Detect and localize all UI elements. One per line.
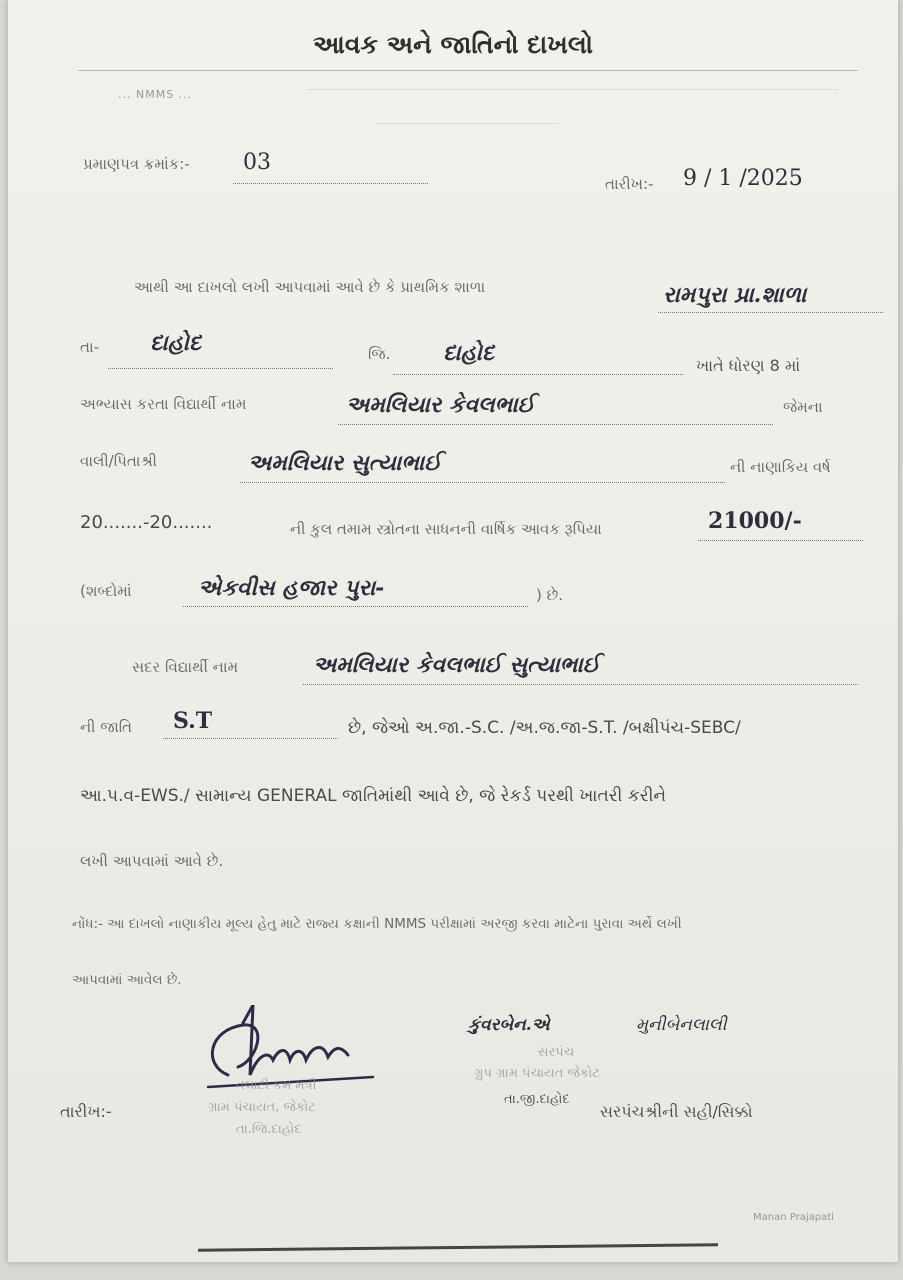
subheader-line: ... NMMS ... <box>118 88 193 101</box>
caste-label: ની જાતિ <box>80 718 133 736</box>
subheader-faint-rule-2 <box>378 122 558 124</box>
words-close: ) છે. <box>536 586 563 604</box>
taluka-dots <box>108 368 333 369</box>
talati-stamp-line1: તલાટી કમ મંત્રી <box>236 1078 317 1093</box>
para1-line1: આથી આ દાખલો લખી આપવામાં આવે છે કે પ્રાથમિક શાળા <box>134 278 486 296</box>
title-divider <box>78 70 858 71</box>
parent-label: વાલી/પિતાશ્રી <box>80 452 157 470</box>
para2-line2: આ.પ.વ-EWS./ સામાન્ય GENERAL જાતિમાંથી આવે છે, જે રેકર્ડ પરથી ખાતરી કરીને <box>80 786 667 806</box>
sarpanch-role: સરપંચ <box>538 1045 575 1060</box>
subheader-faint-rule <box>308 88 838 90</box>
sarpanch-sign-2: મુનીબેનલાલી <box>636 1015 727 1035</box>
date-value: 9 / 1 /2025 <box>683 166 803 191</box>
income-value: 21000/- <box>708 508 802 534</box>
talati-stamp-line3: તા.જિ.દાહોદ <box>236 1122 302 1137</box>
district-dots <box>393 374 683 375</box>
standard-text: ખાતે ધોરણ 8 માં <box>696 356 801 375</box>
parent-dots <box>240 482 725 483</box>
certificate-paper <box>8 0 898 1262</box>
district-value: દાહોદ <box>443 340 495 366</box>
school-value: રામપુરા પ્રા.શાળા <box>663 282 807 308</box>
date-label: તારીખ:- <box>605 175 654 193</box>
caste-dots <box>163 738 338 739</box>
document-title: આવક અને જાતિનો દાખલો <box>313 30 593 59</box>
taluka-label: તા- <box>80 338 100 356</box>
student-label: અભ્યાસ કરતા વિદ્યાર્થી નામ <box>80 395 247 413</box>
income-text: ની કુલ તમામ સ્ત્રોતના સાધનની વાર્ષિક આવક રૂપિયા <box>290 520 602 538</box>
bottom-date-label: તારીખ:- <box>60 1102 112 1121</box>
para2-line3: લખી આપવામાં આવે છે. <box>80 852 224 870</box>
jemna-text: જેમના <box>783 398 823 416</box>
sarpanch-stamp-line2: તા.જી.દાહોદ <box>504 1092 570 1107</box>
certificate-no-label: પ્રમાણપત્ર ક્રમાંક:- <box>83 155 190 173</box>
para2-label: સદર વિદ્યાર્થી નામ <box>132 658 239 676</box>
income-words-value: એકવીસ હજાર પુરા- <box>198 575 385 601</box>
student-dots <box>338 424 773 425</box>
bottom-edge-line <box>198 1243 718 1251</box>
school-dots <box>658 312 883 313</box>
talati-stamp-line2: ગ્રામ પંચાયત, જેકોટ <box>208 1100 316 1115</box>
words-dots <box>183 606 528 607</box>
full-name-value: અમલિયાર કેવલભાઈ સુત્યાભાઈ <box>313 652 600 678</box>
watermark: Manan Prajapati <box>753 1212 834 1223</box>
full-name-dots <box>303 684 858 685</box>
certificate-no-value: 03 <box>243 150 271 175</box>
words-open: (શબ્દોમાં <box>80 582 132 600</box>
sarpanch-sign-label: સરપંચશ્રીની સહી/સિક્કો <box>600 1102 753 1121</box>
sarpanch-stamp-line1: ગ્રુપ ગ્રામ પંચાયત જેકોટ <box>474 1066 600 1081</box>
district-label: જિ. <box>368 345 391 363</box>
income-dots <box>698 540 863 541</box>
taluka-value: દાહોદ <box>150 330 202 356</box>
note-line2: આપવામાં આવેલ છે. <box>72 972 182 988</box>
note-line1: નોંધ:- આ દાખલો નાણાકીય મૂલ્ય હેતુ માટે રાજ્ય કક્ષાની NMMS પરીક્ષામાં અરજી કરવા માટેના પુરાવા અર્થે લખી <box>72 916 682 932</box>
caste-text: છે, જેઓ અ.જા.-S.C. /અ.જ.જા-S.T. /બક્ષીપંચ-SEBC/ <box>348 718 741 738</box>
caste-value: S.T <box>173 708 213 734</box>
parent-value: અમલિયાર સુત્યાભાઈ <box>248 450 442 476</box>
year-range: 20.......-20....... <box>80 512 213 533</box>
student-value: અમલિયાર કેવલભાઈ <box>346 392 535 418</box>
certificate-no-dots <box>233 183 428 184</box>
year-text: ની નાણાકિય વર્ષ <box>730 458 831 476</box>
sarpanch-sign-1: કુંવરબેન.એ <box>468 1015 550 1035</box>
